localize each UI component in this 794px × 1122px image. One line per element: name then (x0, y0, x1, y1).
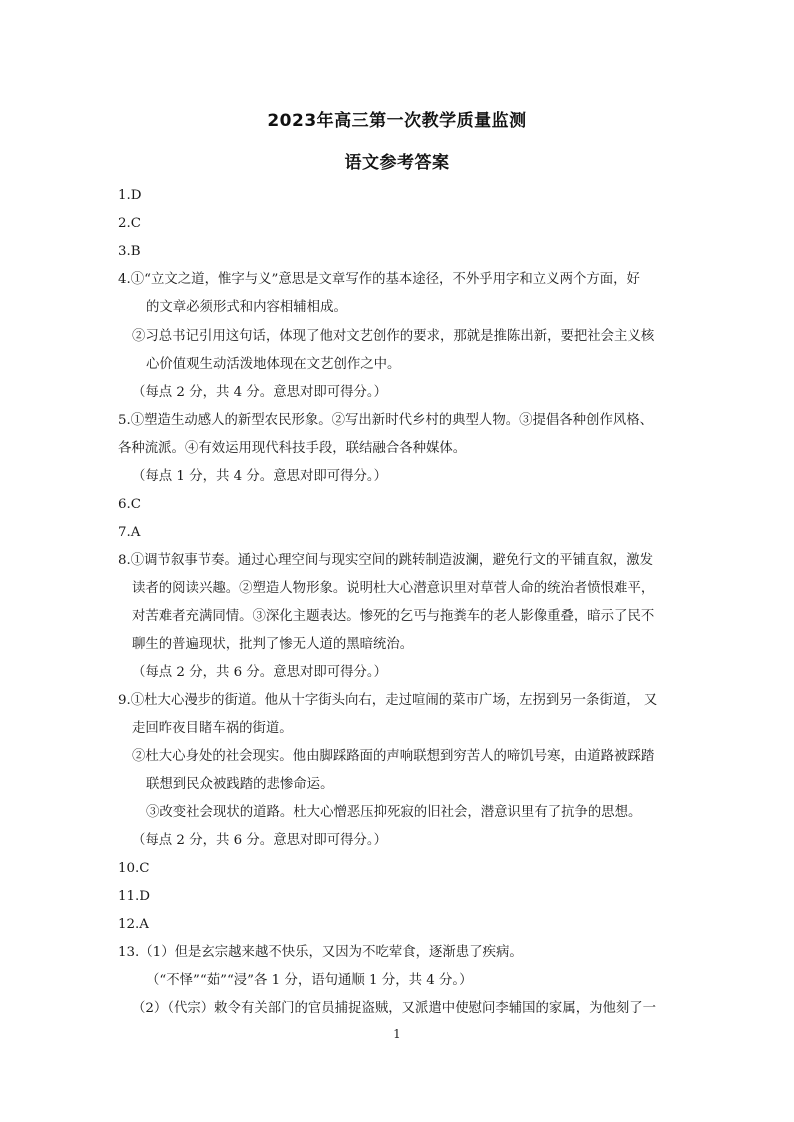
answer-line: 5.①塑造生动感人的新型农民形象。②写出新时代乡村的典型人物。③提倡各种创作风格、 (118, 413, 654, 428)
scoring-note: （“不怿”“茹”“浸”各 1 分，语句通顺 1 分，共 4 分。） (146, 973, 473, 988)
answer-line: 12.A (118, 917, 149, 932)
answer-line: 13.（1）但是玄宗越来越不快乐，又因为不吃荤食，逐渐患了疾病。 (118, 945, 523, 960)
scoring-note: （每点 2 分，共 4 分。意思对即可得分。） (132, 385, 388, 400)
answer-line: 读者的阅读兴趣。②塑造人物形象。说明杜大心潜意识里对草菅人命的统治者愤恨难平， (132, 581, 655, 596)
answer-line: ②习总书记引用这句话，体现了他对文艺创作的要求，那就是推陈出新，要把社会主义核 (132, 329, 655, 344)
document-title: 2023年高三第一次教学质量监测 (267, 111, 527, 131)
answer-line: 走回昨夜目睹车祸的街道。 (132, 721, 293, 736)
answer-line: 7.A (118, 525, 141, 540)
scoring-note: （每点 2 分，共 6 分。意思对即可得分。） (132, 665, 388, 680)
answer-line: 6.C (118, 497, 142, 512)
answer-line: 的文章必须形式和内容相辅相成。 (146, 300, 347, 315)
answer-line: （2）（代宗）敕令有关部门的官员捕捉盗贼，又派遣中使慰问李辅国的家属，为他刻了一 (132, 1001, 657, 1016)
answer-line: 2.C (118, 216, 142, 231)
answer-line: 1.D (118, 188, 142, 203)
document-subtitle: 语文参考答案 (344, 153, 450, 173)
answer-line: 聊生的普遍现状，批判了惨无人道的黑暗统治。 (132, 637, 414, 652)
answer-line: 各种流派。④有效运用现代科技手段，联结融合各种媒体。 (118, 441, 467, 456)
answer-line: 对苦难者充满同情。③深化主题表达。惨死的乞丐与拖粪车的老人影像重叠，暗示了民不 (132, 609, 655, 624)
answer-line: 8.①调节叙事节奏。通过心理空间与现实空间的跳转制造波澜，避免行文的平铺直叙，激发 (118, 553, 654, 568)
answer-line: 10.C (118, 861, 150, 876)
answer-line: 心价值观生动活泼地体现在文艺创作之中。 (146, 357, 401, 372)
answer-line: 11.D (118, 889, 151, 904)
answer-line: 9.①杜大心漫步的街道。他从十字街头向右，走过喧闹的菜市广场，左拐到另一条街道， 又 (118, 693, 658, 708)
answer-line: 4.①“立文之道，惟字与义”意思是文章写作的基本途径，不外乎用字和立义两个方面，好 (118, 272, 640, 287)
scoring-note: （每点 2 分，共 6 分。意思对即可得分。） (132, 833, 388, 848)
page-number: 1 (393, 1027, 401, 1041)
answer-line: 联想到民众被践踏的悲惨命运。 (146, 777, 334, 792)
scoring-note: （每点 1 分，共 4 分。意思对即可得分。） (132, 469, 388, 484)
answer-line: ③改变社会现状的道路。杜大心憎恶压抑死寂的旧社会，潜意识里有了抗争的思想。 (146, 805, 642, 820)
answer-line: ②杜大心身处的社会现实。他由脚踩路面的声响联想到穷苦人的啼饥号寒，由道路被踩踏 (132, 749, 655, 764)
answer-line: 3.B (118, 244, 141, 259)
